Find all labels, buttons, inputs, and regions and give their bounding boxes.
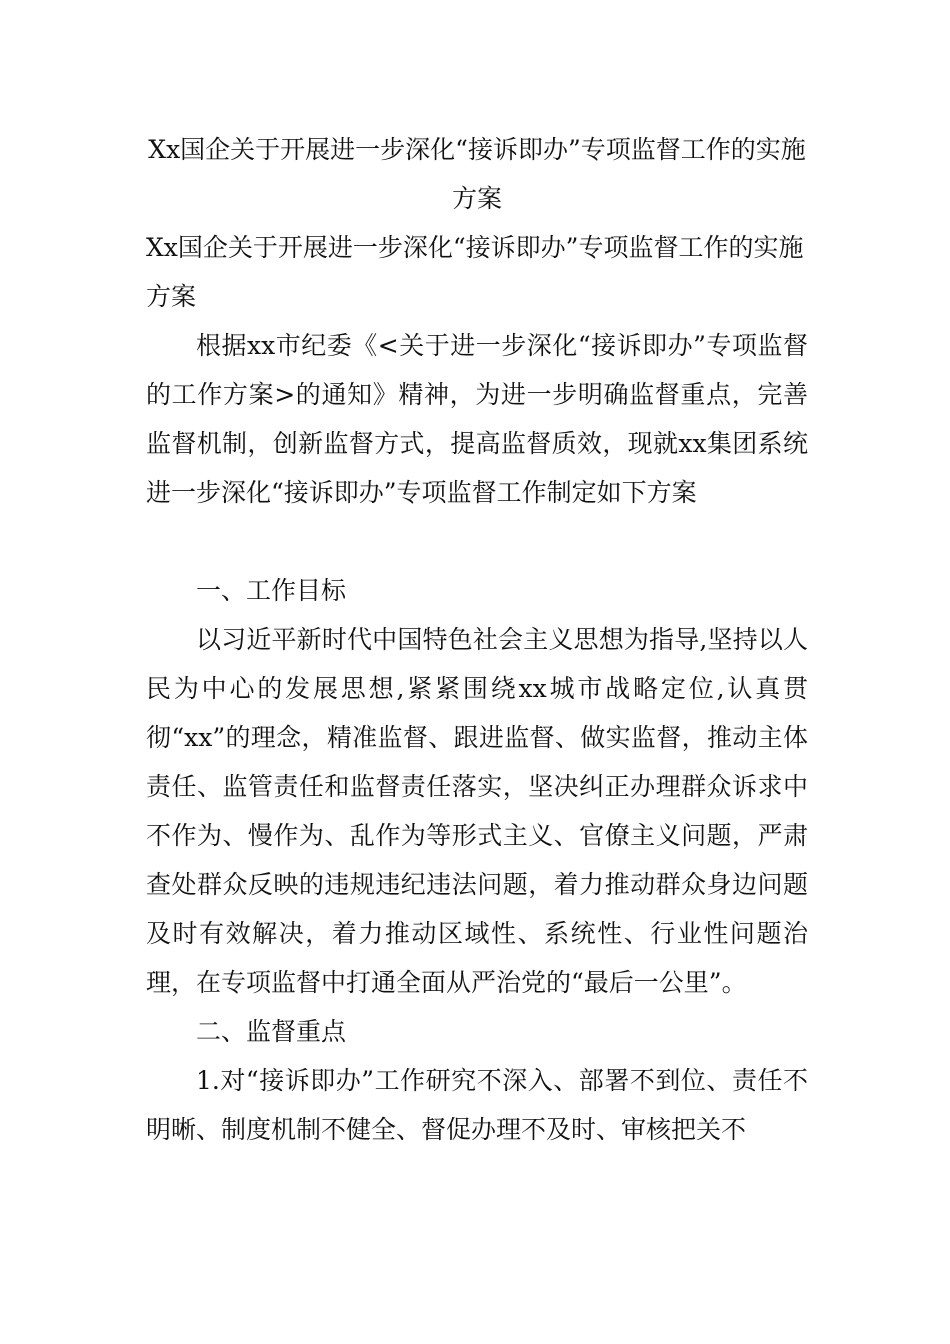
document-title: Xx国企关于开展进一步深化“接诉即办”专项监督工作的实施方案 [148, 135, 806, 213]
focus-item-1: 1.对“接诉即办”工作研究不深入、部署不到位、责任不明晰、制度机制不健全、督促办理不及时、审核把关不 [146, 1066, 808, 1144]
document-body [146, 125, 808, 1154]
section-heading-focus: 二、监督重点 [196, 1017, 347, 1046]
intro-paragraph: 根据xx市纪委《<关于进一步深化“接诉即办”专项监督的工作方案>的通知》精神，为进一步明确监督重点，完善监督机制，创新监督方式，提高监督质效，现就xx集团系统进一步深化“接诉即办”专项监督工作制定如下方案 [146, 331, 808, 507]
goals-paragraph: 以习近平新时代中国特色社会主义思想为指导,坚持以人民为中心的发展思想,紧紧围绕xx城市战略定位,认真贯彻“xx”的理念，精准监督、跟进监督、做实监督，推动主体责任、监管责任和监督责任落实，坚决纠正办理群众诉求中不作为、慢作为、乱作为等形式主义、官僚主义问题，严肃查处群众反映的违规违纪违法问题，着力推动群众身边问题及时有效解决，着力推动区域性、系统性、行业性问题治理，在专项监督中打通全面从严治党的“最后一公里”。 [146, 625, 809, 997]
section-heading-goals: 一、工作目标 [196, 576, 347, 605]
document-title-repeat: Xx国企关于开展进一步深化“接诉即办”专项监督工作的实施方案 [146, 233, 804, 311]
